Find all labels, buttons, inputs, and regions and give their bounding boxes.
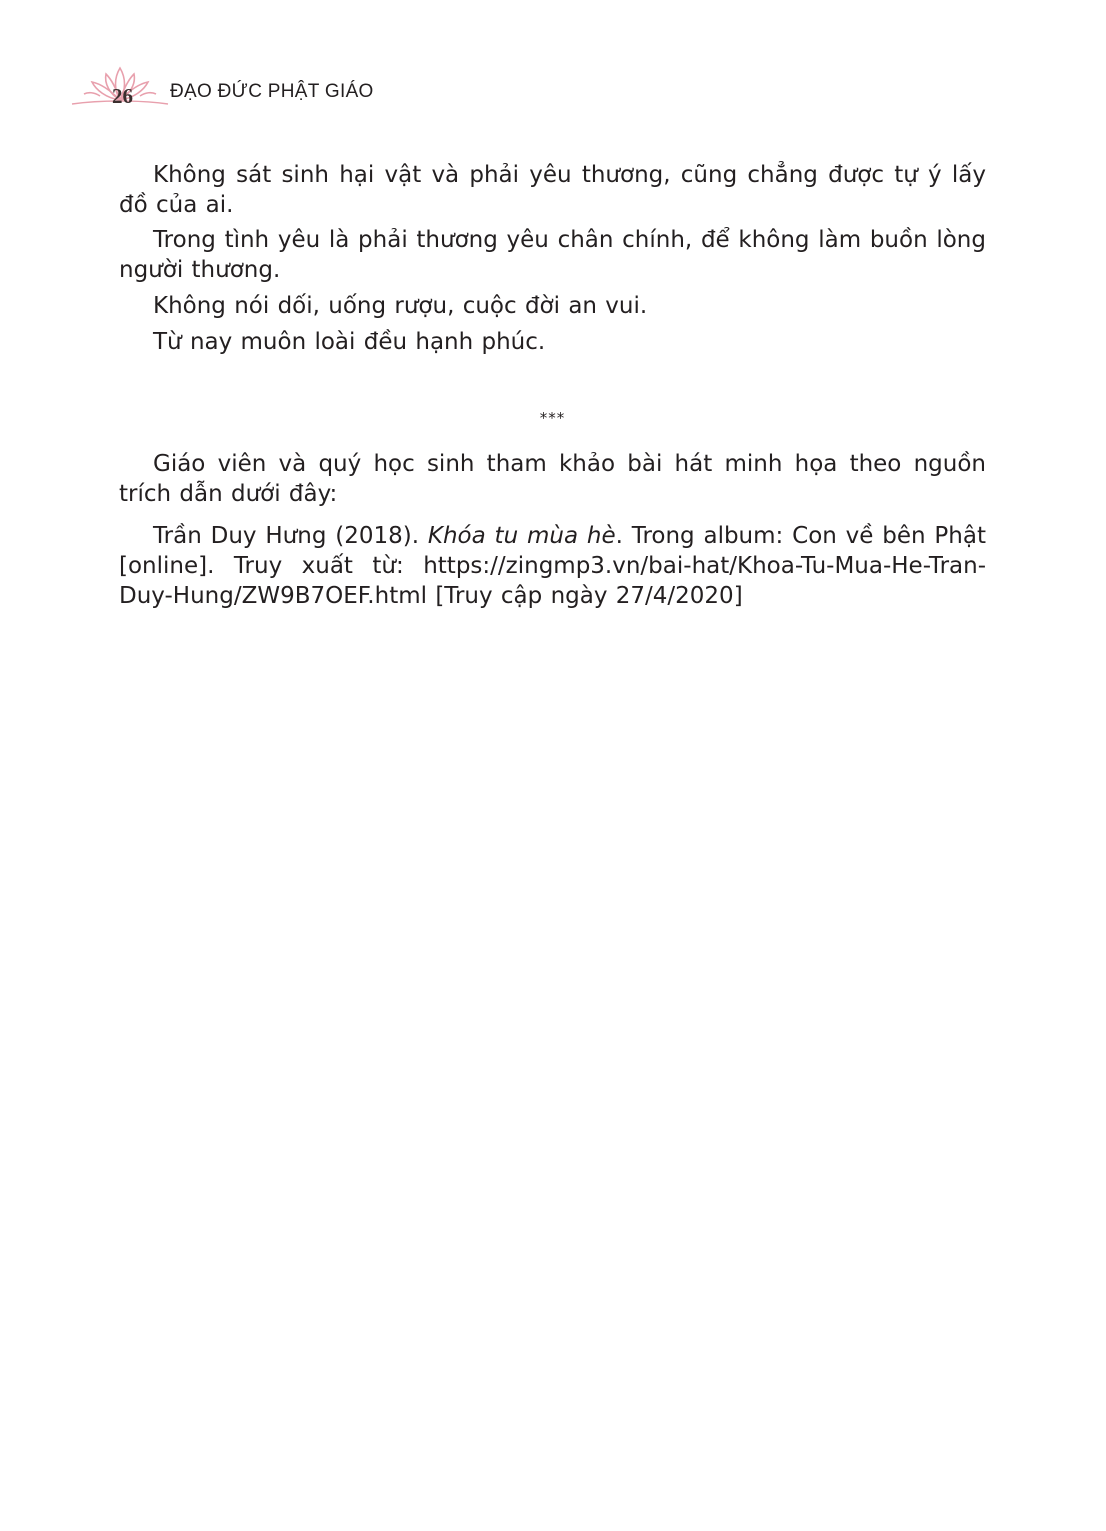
- paragraph: Không sát sinh hại vật và phải yêu thương, cũng chẳng được tự ý lấy đồ của ai.: [119, 162, 986, 218]
- reference-intro: Giáo viên và quý học sinh tham khảo bài hát minh họa theo nguồn trích dẫn dưới đây:: [119, 451, 986, 507]
- citation-suffix: . Trong album: Con về bên Phật [online]. Truy xuất từ: https://zingmp3.vn/bai-hat/Khoa-Tu-Mua-He-Tran-Duy-Hung/ZW9B7OEF.html [Truy cập ngày 27/4/2020]: [119, 523, 986, 609]
- citation-prefix: Trần Duy Hưng (2018).: [153, 523, 428, 549]
- citation-title: Khóa tu mùa hè: [427, 523, 616, 549]
- paragraph: Trong tình yêu là phải thương yêu chân chính, để không làm buồn lòng người thương.: [119, 227, 986, 283]
- running-title: ĐẠO ĐỨC PHẬT GIÁO: [170, 81, 374, 102]
- page-header: [70, 62, 374, 114]
- paragraph: Từ nay muôn loài đều hạnh phúc.: [153, 329, 546, 355]
- section-divider: ***: [539, 409, 566, 427]
- page-number: 26: [112, 84, 133, 108]
- paragraph: Không nói dối, uống rượu, cuộc đời an vui.: [153, 293, 648, 319]
- page-body: [119, 160, 986, 611]
- citation: [119, 521, 986, 611]
